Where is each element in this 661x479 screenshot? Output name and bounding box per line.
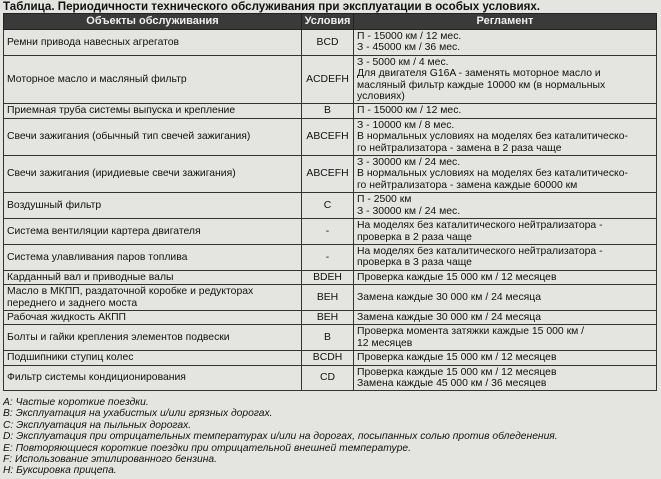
service-object: Система улавливания паров топлива [4, 244, 302, 270]
service-object: Приемная труба системы выпуска и крепление [4, 104, 302, 118]
service-reglament [354, 365, 657, 391]
service-object: Воздушный фильтр [4, 193, 302, 219]
service-conditions: B [302, 325, 354, 351]
table-row [4, 193, 657, 219]
service-reglament [354, 55, 657, 104]
legend-item: H: Буксировка прицепа. [3, 465, 117, 477]
service-conditions: ABCEFH [302, 118, 354, 155]
reglament-line: проверка в 2 раза чаще [357, 231, 472, 243]
service-conditions: - [302, 244, 354, 270]
service-reglament [354, 104, 657, 118]
table-row [4, 104, 657, 118]
legend-item: B: Эксплуатация на ухабистых и/или грязных дорогах. [3, 408, 273, 420]
reglament-line: П - 15000 км / 12 мес. [357, 105, 462, 117]
service-conditions: C [302, 193, 354, 219]
table-row [4, 365, 657, 391]
header-objects: Объекты обслуживания [4, 14, 302, 30]
service-conditions: ABCEFH [302, 156, 354, 193]
conditions-legend [3, 397, 558, 477]
header-conditions: Условия [302, 14, 354, 30]
legend-item: A: Частые короткие поездки. [3, 397, 149, 408]
service-reglament [354, 351, 657, 365]
service-object: Система вентиляции картера двигателя [4, 219, 302, 245]
reglament-line: З - 45000 км / 36 мес. [357, 42, 461, 54]
reglament-line: го нейтрализатора - замена в 2 раза чаще [357, 142, 562, 154]
service-conditions: BCD [302, 30, 354, 56]
service-conditions: ACDEFH [302, 55, 354, 104]
service-object: Болты и гайки крепления элементов подвески [4, 325, 302, 351]
reglament-line: На моделях без каталитического нейтрализатора - [357, 220, 603, 232]
maintenance-table [3, 13, 657, 391]
service-reglament [354, 285, 657, 311]
legend-item: C: Эксплуатация на пыльных дорогах. [3, 419, 192, 431]
service-conditions: B [302, 104, 354, 118]
reglament-line: Для двигателя G16A - заменять моторное масло и [357, 68, 601, 80]
table-row [4, 310, 657, 324]
service-object: Моторное масло и масляный фильтр [4, 55, 302, 104]
reglament-line: Замена каждые 45 000 км / 36 месяцев [357, 377, 547, 389]
legend-item: D: Эксплуатация при отрицательных температурах и/или на дорогах, посыпанных солью против обледенения. [3, 431, 558, 443]
reglament-line: масляный фильтр каждые 10000 км (в нормальных [357, 79, 606, 91]
reglament-line: 12 месяцев [357, 337, 413, 349]
reglament-line: На моделях без каталитического нейтрализатора - [357, 245, 603, 257]
table-row [4, 325, 657, 351]
table-row [4, 351, 657, 365]
reglament-line: Проверка момента затяжки каждые 15 000 км / [357, 326, 585, 338]
header-reglament: Регламент [354, 14, 657, 30]
service-object: Масло в МКПП, раздаточной коробке и редукторах переднего и заднего моста [4, 285, 302, 311]
reglament-line: условиях) [357, 91, 405, 103]
service-reglament [354, 310, 657, 324]
service-reglament [354, 193, 657, 219]
reglament-line: Замена каждые 30 000 км / 24 месяца [357, 291, 542, 303]
reglament-line: го нейтрализатора - замена каждые 60000 км [357, 179, 578, 191]
table-row [4, 285, 657, 311]
service-reglament [354, 325, 657, 351]
reglament-line: П - 2500 км [357, 194, 412, 206]
reglament-line: З - 10000 км / 8 мес. [357, 119, 455, 131]
service-reglament [354, 156, 657, 193]
table-row [4, 118, 657, 155]
reglament-line: Проверка каждые 15 000 км / 12 месяцев [357, 352, 557, 364]
service-conditions: CD [302, 365, 354, 391]
service-object: Фильтр системы кондиционирования [4, 365, 302, 391]
table-row [4, 156, 657, 193]
reglament-line: З - 5000 км / 4 мес. [357, 56, 449, 68]
service-object: Свечи зажигания (обычный тип свечей зажигания) [4, 118, 302, 155]
service-conditions: BDEH [302, 270, 354, 284]
service-reglament [354, 270, 657, 284]
table-row [4, 55, 657, 104]
legend-item: E: Повторяющиеся короткие поездки при отрицательной внешней температуре. [3, 442, 412, 454]
service-reglament [354, 30, 657, 56]
service-reglament [354, 118, 657, 155]
service-conditions: BEH [302, 310, 354, 324]
reglament-line: Проверка каждые 15 000 км / 12 месяцев [357, 366, 557, 378]
service-object: Свечи зажигания (иридиевые свечи зажигания) [4, 156, 302, 193]
reglament-line: В нормальных условиях на моделях без каталитическо- [357, 168, 628, 180]
reglament-line: П - 15000 км / 12 мес. [357, 31, 462, 42]
service-conditions: - [302, 219, 354, 245]
reglament-line: З - 30000 км / 24 мес. [357, 205, 461, 217]
table-row [4, 219, 657, 245]
legend-item: F: Использование этилированного бензина. [3, 454, 217, 466]
service-conditions: BEH [302, 285, 354, 311]
service-object: Карданный вал и приводные валы [4, 270, 302, 284]
table-row [4, 244, 657, 270]
reglament-line: проверка в 3 раза чаще [357, 257, 472, 269]
table-body [4, 30, 657, 391]
table-title: Таблица. Периодичности технического обслуживания при эксплуатации в особых условиях. [3, 0, 541, 13]
reglament-line: В нормальных условиях на моделях без каталитическо- [357, 131, 628, 143]
service-conditions: BCDH [302, 351, 354, 365]
table-row [4, 30, 657, 56]
table-header-row [4, 14, 657, 30]
reglament-line: Замена каждые 30 000 км / 24 месяца [357, 311, 542, 323]
service-object: Рабочая жидкость АКПП [4, 310, 302, 324]
service-reglament [354, 244, 657, 270]
reglament-line: З - 30000 км / 24 мес. [357, 157, 461, 169]
service-object: Ремни привода навесных агрегатов [4, 30, 302, 56]
table-row [4, 270, 657, 284]
service-object: Подшипники ступиц колес [4, 351, 302, 365]
reglament-line: Проверка каждые 15 000 км / 12 месяцев [357, 271, 557, 283]
service-reglament [354, 219, 657, 245]
